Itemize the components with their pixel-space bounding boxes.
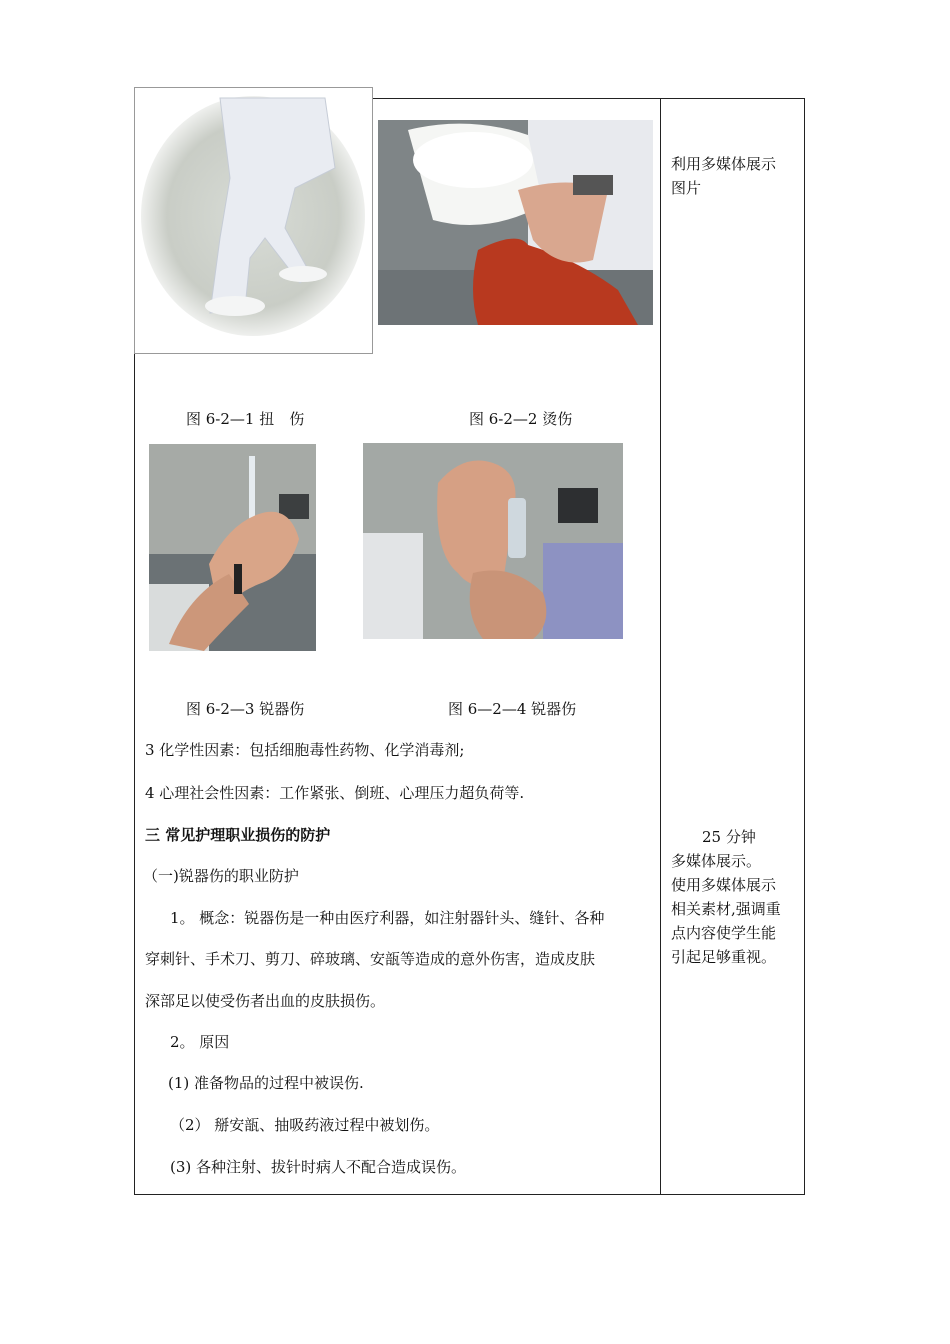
concept-text: 深部足以使受伤者出血的皮肤损伤。 <box>145 992 386 1010</box>
concept-text: 穿刺针、手术刀、剪刀、碎玻璃、安瓿等造成的意外伤害，造成皮肤 <box>145 950 596 968</box>
side-note-line: 图片 <box>671 179 702 197</box>
reason-item: (1) 准备物品的过程中被误伤. <box>168 1074 364 1092</box>
figure-caption: 图 6-2—3 锐器伤 <box>186 700 305 718</box>
ampoule-photo <box>363 443 623 639</box>
reason-item: （2） 掰安瓿、抽吸药液过程中被划伤。 <box>170 1116 440 1134</box>
reason-item: (3) 各种注射、拔针时病人不配合造成误伤。 <box>170 1158 467 1176</box>
side-note-line: 使用多媒体展示 <box>671 876 777 894</box>
subsection-title: （一)锐器伤的职业防护 <box>143 867 299 885</box>
side-note <box>671 152 776 200</box>
concept-text: 1。 概念：锐器伤是一种由医疗利器，如注射器针头、缝针、各种 <box>170 909 605 927</box>
factor-chemical: 3 化学性因素：包括细胞毒性药物、化学消毒剂; <box>145 741 465 759</box>
side-note-line: 点内容使学生能 <box>671 924 777 942</box>
side-note-line: 相关素材,强调重 <box>671 900 781 918</box>
scald-photo <box>378 120 653 325</box>
side-note-line: 引起足够重视。 <box>671 948 777 966</box>
figure-caption: 图 6—2—4 锐器伤 <box>448 700 577 718</box>
column-divider <box>660 98 661 1195</box>
sprain-photo <box>134 87 373 354</box>
sharps-injury-photo <box>149 444 316 651</box>
section-title: 三 常见护理职业损伤的防护 <box>145 826 331 844</box>
factor-psychosocial: 4 心理社会性因素：工作紧张、倒班、心理压力超负荷等. <box>145 784 525 802</box>
side-note-line: 多媒体展示。 <box>671 852 762 870</box>
reason-title: 2。 原因 <box>170 1033 230 1051</box>
side-note-line: 利用多媒体展示 <box>671 155 777 173</box>
side-note-timing <box>671 825 781 969</box>
time-allocation: 25 分钟 <box>702 828 756 846</box>
figure-caption: 图 6-2—2 烫伤 <box>469 410 573 428</box>
figure-caption: 图 6-2—1 扭 伤 <box>186 410 305 428</box>
